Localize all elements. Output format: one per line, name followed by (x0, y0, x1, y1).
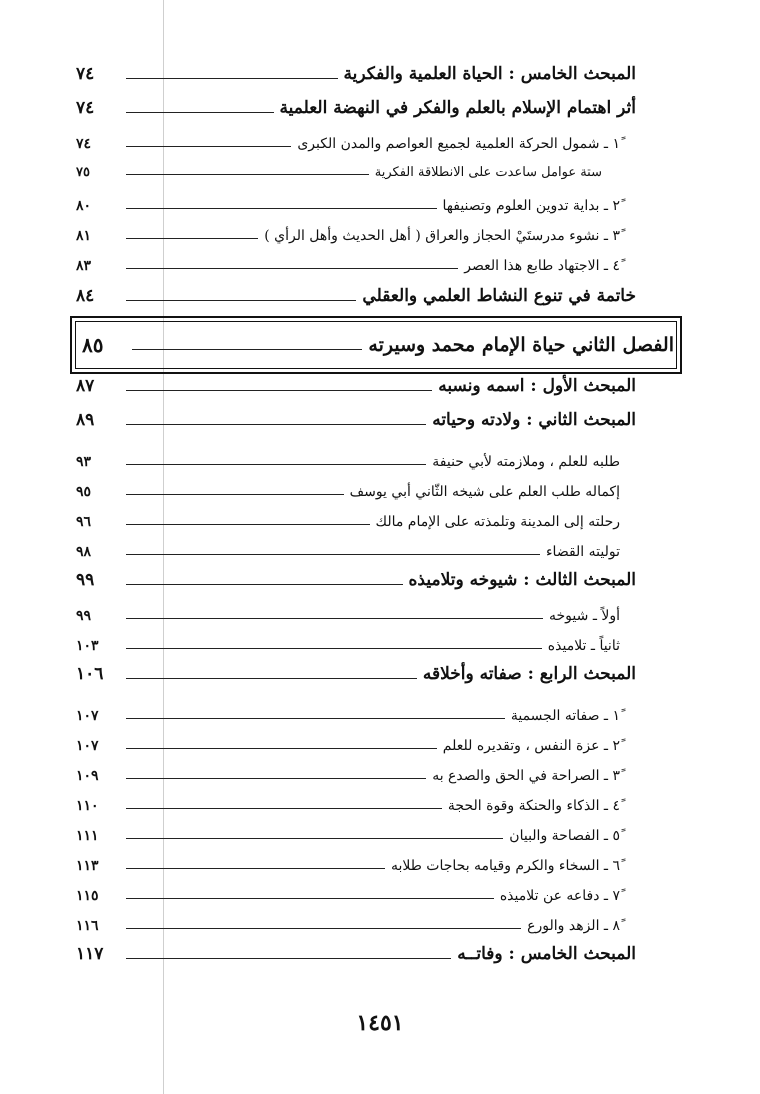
toc-entry[interactable] (76, 186, 636, 216)
leader-line (126, 390, 432, 391)
leader-line (126, 300, 356, 301)
leader-line (126, 838, 503, 839)
entry-title: ١ً ـ صفاته الجسمية (510, 708, 620, 724)
entry-title: أولاً ـ شيوخه (549, 608, 620, 624)
leader-line (126, 174, 369, 175)
toc-entry[interactable] (76, 726, 636, 756)
entry-title: خاتمة في تنوع النشاط العلمي والعقلي (362, 286, 636, 306)
entry-page-number: ١٠٧ (76, 708, 99, 724)
entry-title: المبحث الأول : اسمه ونسبه (438, 376, 636, 396)
toc-entry[interactable] (76, 816, 636, 846)
entry-title: ٢ً ـ عزة النفس ، وتقديره للعلم (442, 738, 620, 754)
toc-entry[interactable] (76, 152, 636, 182)
entry-title: طلبه للعلم ، وملازمته لأبي حنيفة (432, 454, 620, 470)
leader-line (126, 146, 291, 147)
leader-line (126, 494, 344, 495)
toc-entry[interactable] (76, 502, 636, 532)
entry-page-number: ١١١ (76, 828, 99, 844)
entry-page-number: ١٠٣ (76, 638, 99, 654)
leader-line (126, 268, 458, 269)
leader-line (126, 748, 437, 749)
entry-page-number: ٩٨ (76, 544, 92, 560)
entry-title: المبحث الرابع : صفاته وأخلاقه (422, 664, 636, 684)
toc-entry[interactable] (76, 876, 636, 906)
entry-title: ٨ً ـ الزهد والورع (527, 918, 620, 934)
toc-entry[interactable] (76, 786, 636, 816)
leader-line (126, 778, 426, 779)
entry-title: المبحث الخامس : وفاتــه (457, 944, 636, 964)
toc-entry[interactable] (76, 562, 636, 592)
toc-entry[interactable] (76, 472, 636, 502)
entry-title: ٢ً ـ بداية تدوين العلوم وتصنيفها (442, 198, 620, 214)
entry-page-number: ٩٣ (76, 454, 92, 470)
entry-title: إكماله طلب العلم على شيخه الثّاني أبي يوسف (349, 484, 620, 500)
entry-page-number: ١١٥ (76, 888, 99, 904)
entry-title: ٤ً ـ الذكاء والحنكة وقوة الحجة (447, 798, 620, 814)
leader-line (126, 618, 543, 619)
entry-page-number: ٩٩ (76, 570, 95, 590)
leader-line (126, 112, 274, 113)
page-footer-number: ١٤٥١ (356, 1010, 404, 1036)
leader-line (126, 898, 494, 899)
entry-page-number: ٧٤ (76, 64, 95, 84)
leader-line (126, 808, 442, 809)
entry-page-number: ٨٤ (76, 286, 95, 306)
entry-title: أثر اهتمام الإسلام بالعلم والفكر في النهضة العلمية (279, 98, 636, 118)
entry-page-number: ١١٠ (76, 798, 99, 814)
entry-page-number: ٨٣ (76, 258, 92, 274)
leader-line (126, 238, 258, 239)
entry-page-number: ٨٠ (76, 198, 92, 214)
toc-entry[interactable] (76, 656, 636, 686)
entry-page-number: ٨١ (76, 228, 92, 244)
entry-page-number: ٧٤ (76, 136, 92, 152)
toc-entry[interactable] (76, 906, 636, 936)
chapter-title: الفصل الثاني حياة الإمام محمد وسيرته (368, 334, 674, 356)
entry-page-number: ٧٤ (76, 98, 95, 118)
leader-line (126, 868, 385, 869)
entry-page-number: ٨٧ (76, 376, 95, 396)
leader-line (126, 648, 542, 649)
toc-entry[interactable] (76, 626, 636, 656)
chapter-page-number: ٨٥ (82, 333, 104, 357)
entry-page-number: ١٠٧ (76, 738, 99, 754)
entry-title: ٧ً ـ دفاعه عن تلاميذه (499, 888, 620, 904)
toc-entry[interactable] (76, 402, 636, 432)
toc-entry[interactable] (76, 442, 636, 472)
leader-line (126, 584, 403, 585)
entry-page-number: ٧٥ (76, 165, 90, 180)
entry-page-number: ٨٩ (76, 410, 95, 430)
leader-line (126, 524, 370, 525)
entry-page-number: ١١٣ (76, 858, 99, 874)
entry-title: ١ً ـ شمول الحركة العلمية لجميع العواصم والمدن الكبرى (297, 136, 620, 152)
leader-line (126, 464, 426, 465)
leader-line (132, 349, 362, 350)
entry-title: ٣ً ـ نشوء مدرستَيْ الحجاز والعراق ( أهل الحديث وأهل الرأي ) (264, 228, 620, 244)
entry-page-number: ٩٦ (76, 514, 92, 530)
entry-page-number: ٩٥ (76, 484, 92, 500)
entry-title: رحلته إلى المدينة وتلمذته على الإمام مالك (375, 514, 620, 530)
entry-page-number: ٩٩ (76, 608, 92, 624)
toc-entry[interactable] (76, 368, 636, 398)
leader-line (126, 424, 426, 425)
toc-entry[interactable] (76, 532, 636, 562)
toc-entry[interactable] (76, 216, 636, 246)
toc-entry[interactable] (76, 124, 636, 154)
leader-line (126, 678, 417, 679)
entry-title: توليته القضاء (545, 544, 620, 560)
entry-title: ثانياً ـ تلاميذه (547, 638, 620, 654)
entry-title: المبحث الثالث : شيوخه وتلاميذه (408, 570, 636, 590)
toc-entry[interactable] (76, 246, 636, 276)
toc-entry[interactable] (76, 756, 636, 786)
toc-entry[interactable] (76, 56, 636, 86)
toc-entry[interactable] (76, 90, 636, 120)
leader-line (126, 958, 451, 959)
entry-page-number: ١٠٩ (76, 768, 99, 784)
entry-title: ستة عوامل ساعدت على الانطلاقة الفكرية (374, 165, 602, 180)
entry-title: ٣ً ـ الصراحة في الحق والصدع به (432, 768, 620, 784)
toc-entry[interactable] (76, 596, 636, 626)
leader-line (126, 928, 521, 929)
leader-line (126, 78, 338, 79)
leader-line (126, 718, 505, 719)
leader-line (126, 208, 437, 209)
entry-title: ٤ً ـ الاجتهاد طابع هذا العصر (464, 258, 620, 274)
entry-page-number: ١٠٦ (76, 664, 104, 684)
toc-entry[interactable] (76, 278, 636, 308)
entry-title: ٦ً ـ السخاء والكرم وقيامه بحاجات طلابه (390, 858, 620, 874)
toc-chapter-entry[interactable] (82, 328, 674, 362)
leader-line (126, 554, 540, 555)
entry-title: ٥ً ـ الفصاحة والبيان (509, 828, 620, 844)
toc-entry[interactable] (76, 846, 636, 876)
entry-title: المبحث الثاني : ولادته وحياته (432, 410, 636, 430)
entry-title: المبحث الخامس : الحياة العلمية والفكرية (343, 64, 636, 84)
entry-page-number: ١١٦ (76, 918, 99, 934)
toc-entry[interactable] (76, 936, 636, 966)
toc-entry[interactable] (76, 696, 636, 726)
entry-page-number: ١١٧ (76, 944, 104, 964)
